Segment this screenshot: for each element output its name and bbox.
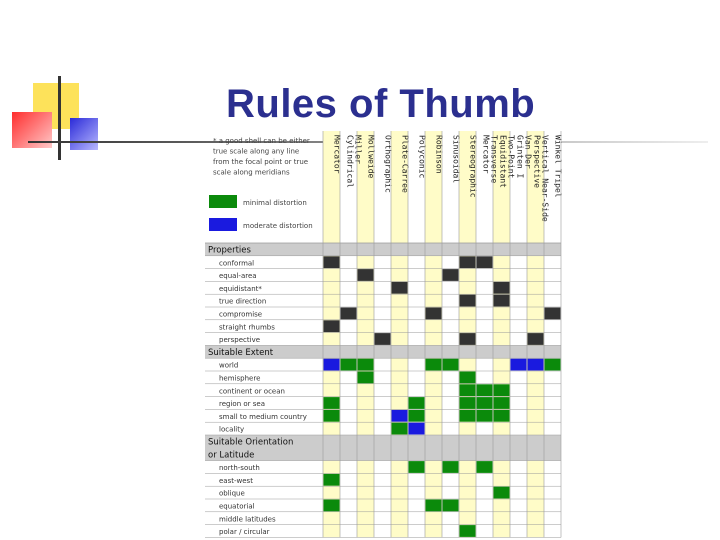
- decor-blue-square: [70, 118, 98, 150]
- row-label: middle latitudes: [219, 515, 276, 524]
- rating-cell: [460, 295, 476, 307]
- rating-cell: [460, 525, 476, 537]
- rating-cell: [494, 397, 510, 409]
- projection-header: Vertical Near-Side: [540, 135, 550, 222]
- rating-cell: [460, 372, 476, 384]
- rating-cell: [460, 410, 476, 422]
- row-label: perspective: [219, 336, 261, 345]
- rating-cell: [409, 410, 425, 422]
- row-label: small to medium country: [219, 412, 307, 421]
- projection-selection-table: [205, 131, 607, 539]
- rating-cell: [477, 461, 493, 473]
- rating-cell: [460, 256, 476, 268]
- projection-header: Polyconic: [417, 135, 427, 179]
- rating-cell: [460, 397, 476, 409]
- projection-header: Plate-Carree: [400, 135, 410, 193]
- row-label: region or sea: [219, 400, 265, 409]
- projection-header: Mercator: [481, 135, 491, 174]
- rating-cell: [460, 333, 476, 345]
- rating-cell: [409, 397, 425, 409]
- legend-swatch: [209, 195, 237, 208]
- row-label: polar / circular: [219, 528, 270, 537]
- rating-cell: [494, 384, 510, 396]
- section-title: Properties: [208, 245, 251, 256]
- rating-cell: [494, 282, 510, 294]
- column-bg: [476, 131, 493, 537]
- legend-note-line: scale along meridians: [213, 168, 290, 177]
- rating-cell: [358, 359, 374, 371]
- legend-note-line: from the focal point or true: [213, 158, 309, 166]
- column-bg: [510, 131, 527, 537]
- rating-cell: [409, 461, 425, 473]
- projection-header: Cylindrical: [345, 135, 355, 188]
- projection-header: Grinten I: [515, 135, 525, 179]
- section-header-bg: [205, 243, 561, 256]
- rating-cell: [426, 308, 442, 320]
- row-label: north-south: [219, 464, 260, 473]
- legend-note-line: * a good shell can be either: [213, 137, 310, 145]
- section-title: or Latitude: [208, 450, 255, 461]
- projection-header: Van Der: [523, 135, 533, 169]
- column-bg: [340, 131, 357, 537]
- rating-cell: [545, 359, 561, 371]
- legend-swatch: [209, 218, 237, 231]
- rating-cell: [392, 282, 408, 294]
- projection-header: Robinson: [434, 135, 444, 174]
- rating-cell: [392, 423, 408, 435]
- rating-cell: [324, 474, 340, 486]
- rating-cell: [443, 461, 459, 473]
- projection-header: Sinusoidal: [451, 135, 461, 184]
- row-label: equatorial: [219, 502, 255, 511]
- projection-header: Equidistant: [498, 135, 508, 188]
- row-label: true direction: [219, 297, 267, 306]
- rating-cell: [341, 359, 357, 371]
- projection-header: Orthographic: [383, 135, 393, 193]
- rating-cell: [324, 397, 340, 409]
- rating-cell: [324, 359, 340, 371]
- rating-cell: [426, 500, 442, 512]
- rating-cell: [426, 359, 442, 371]
- rating-cell: [392, 410, 408, 422]
- projection-header: Mercator: [332, 135, 342, 174]
- row-label: locality: [219, 425, 245, 434]
- rating-cell: [409, 423, 425, 435]
- rating-cell: [528, 359, 544, 371]
- rating-cell: [477, 410, 493, 422]
- decor-vertical-line: [58, 76, 61, 160]
- rating-cell: [511, 359, 527, 371]
- column-bg: [493, 131, 510, 537]
- row-label: east-west: [219, 476, 253, 485]
- rating-cell: [443, 359, 459, 371]
- rating-cell: [494, 295, 510, 307]
- slide-title: Rules of Thumb: [226, 82, 536, 126]
- rating-cell: [324, 320, 340, 332]
- rating-cell: [477, 397, 493, 409]
- row-label: equal-area: [219, 272, 257, 281]
- legend-label: minimal distortion: [243, 199, 307, 207]
- legend-label: moderate distortion: [243, 222, 313, 230]
- projection-header: Mollweide: [366, 135, 376, 179]
- projection-header: Transverse: [489, 135, 499, 184]
- rating-cell: [375, 333, 391, 345]
- rating-cell: [443, 500, 459, 512]
- rating-cell: [528, 333, 544, 345]
- row-label: compromise: [219, 310, 263, 319]
- rating-cell: [477, 384, 493, 396]
- row-label: continent or ocean: [219, 387, 285, 396]
- legend-note-line: true scale along any line: [213, 147, 300, 156]
- row-label: hemisphere: [219, 374, 261, 383]
- projection-header: Stereographic: [468, 135, 478, 198]
- projection-header: Perspective: [532, 135, 542, 188]
- rating-cell: [460, 384, 476, 396]
- section-title: Suitable Extent: [208, 347, 274, 358]
- column-bg: [442, 131, 459, 537]
- row-label: straight rhumbs: [219, 323, 275, 332]
- row-label: equidistant*: [219, 284, 262, 293]
- column-bg: [408, 131, 425, 537]
- section-title: Suitable Orientation: [208, 437, 294, 448]
- rating-cell: [358, 372, 374, 384]
- projection-header: Miller: [353, 135, 363, 164]
- rating-cell: [443, 269, 459, 281]
- projection-header: Two-Point: [506, 135, 516, 179]
- rating-cell: [494, 487, 510, 499]
- rating-cell: [494, 410, 510, 422]
- rating-cell: [324, 410, 340, 422]
- projection-header: Winkel Tripel: [553, 135, 563, 198]
- row-label: oblique: [219, 489, 245, 498]
- rating-cell: [341, 308, 357, 320]
- rating-cell: [545, 308, 561, 320]
- rating-cell: [324, 256, 340, 268]
- rating-cell: [324, 500, 340, 512]
- rating-cell: [477, 256, 493, 268]
- column-bg: [357, 131, 374, 537]
- row-label: world: [219, 361, 239, 370]
- row-label: conformal: [219, 259, 255, 268]
- rating-cell: [358, 269, 374, 281]
- column-bg: [425, 131, 442, 537]
